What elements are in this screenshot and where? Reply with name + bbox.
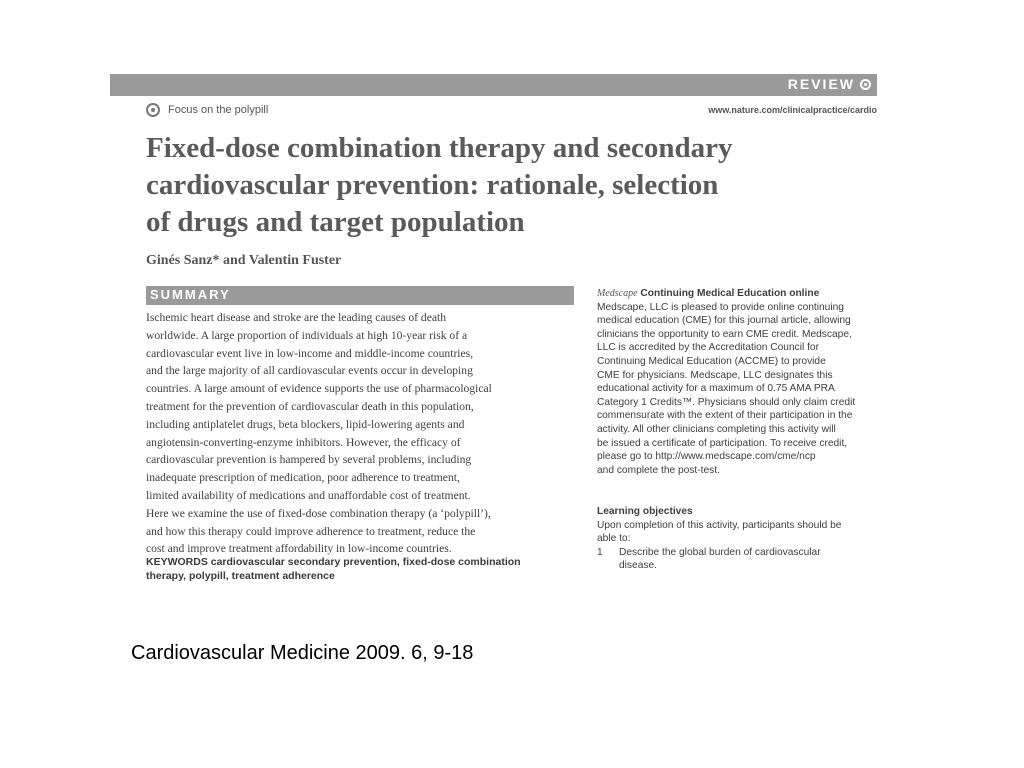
summary-line: and the large majority of all cardiovascular events occur in developing	[146, 364, 473, 378]
cme-heading	[597, 287, 877, 301]
summary-heading-bar	[146, 286, 574, 305]
cme-box	[597, 287, 877, 477]
lo-intro-line: Upon completion of this activity, participants should be	[597, 519, 842, 531]
cme-line: and complete the post-test.	[597, 464, 720, 476]
summary-line: Ischemic heart disease and stroke are the leading causes of death	[146, 311, 447, 324]
cme-line: educational activity for a maximum of 0.75 AMA PRA	[597, 383, 835, 395]
article-scan	[110, 74, 877, 590]
summary-line: including antiplatelet drugs, beta blockers, lipid-lowering agents and	[146, 417, 465, 431]
keywords-line: KEYWORDS cardiovascular secondary prevention, fixed-dose combination	[146, 556, 521, 568]
cme-line: medical education (CME) for this journal article, allowing	[597, 315, 851, 327]
target-icon	[146, 103, 160, 117]
objective-line: Describe the global burden of cardiovascular	[619, 546, 821, 558]
learning-objectives	[597, 505, 877, 573]
review-label: REVIEW	[787, 76, 855, 92]
cme-title: Continuing Medical Education online	[640, 288, 820, 299]
objective-number: 1	[597, 546, 603, 558]
keywords	[146, 555, 574, 583]
cme-line: LLC is accredited by the Accreditation Council for	[597, 342, 819, 354]
summary-line: cost and improve treatment affordability in low-income countries.	[146, 542, 452, 556]
cme-line: activity. All other clinicians completing this activity will	[597, 423, 836, 435]
cme-line: Continuing Medical Education (ACCME) to provide	[597, 355, 826, 367]
summary-heading: SUMMARY	[150, 287, 231, 302]
title-line: cardiovascular prevention: rationale, selection	[146, 169, 719, 201]
objective-line: disease.	[619, 560, 657, 572]
summary-text	[146, 309, 574, 558]
summary-line: inadequate prescription of medication, poor adherence to treatment,	[146, 471, 460, 485]
objective-item	[597, 546, 877, 573]
circle-dot-icon	[860, 79, 871, 90]
summary-line: treatment for the prevention of cardiovascular death in this population,	[146, 399, 474, 413]
title-line: Fixed-dose combination therapy and secondary	[146, 132, 733, 164]
focus-row	[146, 103, 268, 117]
cme-line: please go to http://www.medscape.com/cme/ncp	[597, 451, 816, 463]
summary-line: limited availability of medications and unaffordable cost of treatment.	[146, 488, 471, 502]
cme-line: commensurate with the extent of their participation in the	[597, 410, 853, 422]
cme-line: Category 1 Credits™. Physicians should only claim credit	[597, 396, 856, 408]
journal-url: www.nature.com/clinicalpractice/cardio	[708, 105, 877, 115]
citation-caption: Cardiovascular Medicine 2009. 6, 9-18	[131, 642, 474, 664]
cme-line: clinicians the opportunity to earn CME credit. Medscape,	[597, 328, 852, 340]
keywords-line: therapy, polypill, treatment adherence	[146, 570, 335, 582]
learning-objectives-title: Learning objectives	[597, 506, 693, 517]
article-title	[146, 130, 846, 241]
focus-label: Focus on the polypill	[168, 104, 269, 116]
summary-line: cardiovascular prevention is hampered by several problems, including	[146, 453, 472, 467]
summary-line: Here we examine the use of fixed-dose combination therapy (a ‘polypill’),	[146, 506, 491, 520]
cme-line: be issued a certificate of participation. To receive credit,	[597, 437, 848, 449]
cme-line: CME for physicians. Medscape, LLC designates this	[597, 369, 833, 381]
summary-line: countries. A large amount of evidence supports the use of pharmacological	[146, 382, 492, 396]
cme-line: Medscape, LLC is pleased to provide online continuing	[597, 301, 844, 313]
review-bar	[110, 74, 877, 96]
summary-line: worldwide. A large proportion of individuals at high 10-year risk of a	[146, 328, 468, 342]
summary-line: and how this therapy could improve adherence to treatment, reduce the	[146, 524, 476, 538]
medscape-logo: Medscape	[597, 288, 638, 299]
review-label-group	[788, 76, 871, 92]
article-authors: Ginés Sanz* and Valentin Fuster	[146, 253, 342, 268]
lo-intro-line: able to:	[597, 533, 631, 545]
summary-line: cardiovascular event live in low-income and middle-income countries,	[146, 346, 474, 360]
summary-line: angiotensin-converting-enzyme inhibitors. However, the efficacy of	[146, 435, 461, 449]
title-line: of drugs and target population	[146, 206, 525, 238]
